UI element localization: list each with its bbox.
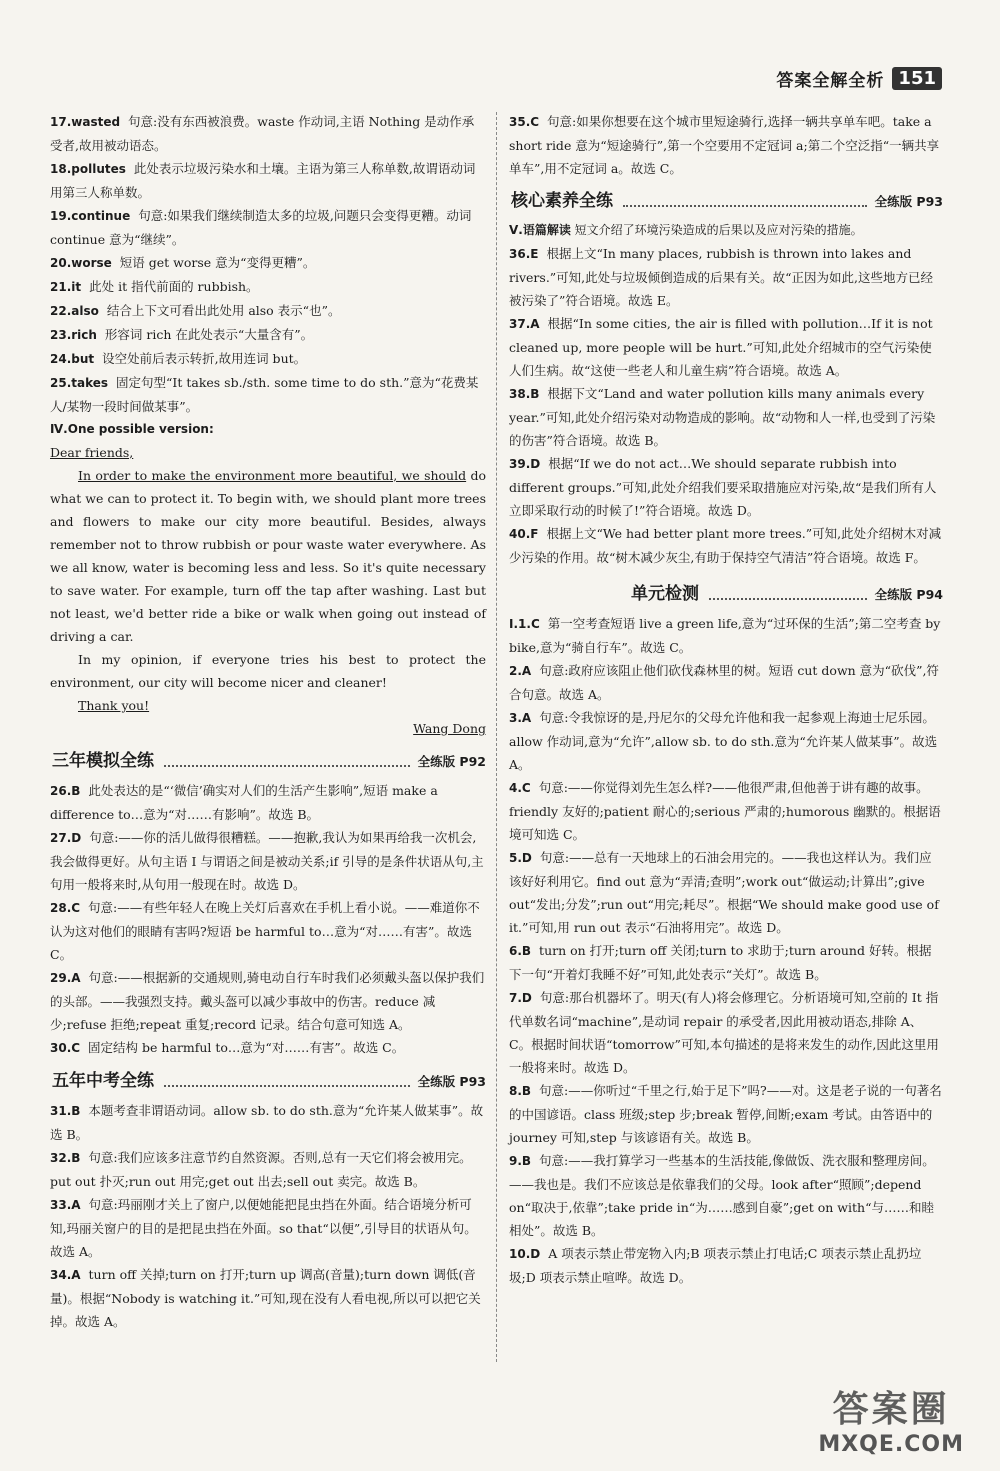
item-explanation: 短语 get worse 意为“变得更糟”。 <box>115 255 316 270</box>
answer-item <box>509 939 943 986</box>
item-answer: F <box>530 527 539 541</box>
left-column <box>50 110 486 1333</box>
item-answer: pollutes <box>71 162 126 176</box>
item-number: 9. <box>509 1154 522 1168</box>
right-column <box>509 110 943 1289</box>
item-answer: C <box>530 115 540 129</box>
answer-item <box>50 157 486 204</box>
item-answer: D <box>71 831 82 845</box>
answer-item <box>50 966 486 1036</box>
item-explanation: 根据上文“In many places, rubbish is thrown into lakes and rivers.”可知,此处与垃圾倾倒造成的后果有关。故“正因为如此,这些地方已经被污染了”符合语境。故选 E。 <box>509 246 934 308</box>
item-answer: D <box>521 851 532 865</box>
essay-paragraph-2: In my opinion, if everyone tries his best to protect the environment, our city will become nicer and cleaner! <box>50 652 486 690</box>
item-answer: it <box>71 280 82 294</box>
item-answer: B <box>521 1154 532 1168</box>
item-answer: B <box>521 944 532 958</box>
item-number: 6. <box>509 944 522 958</box>
item-number: 22. <box>50 304 72 318</box>
answer-item <box>50 275 486 299</box>
item-number: 33. <box>50 1198 72 1212</box>
answer-item <box>509 242 943 312</box>
answer-item <box>50 1146 486 1193</box>
answer-item <box>50 299 486 323</box>
answer-item <box>50 1036 486 1060</box>
item-number: 30. <box>50 1041 72 1055</box>
answer-item <box>50 323 486 347</box>
item-explanation: 根据下文“Land and water pollution kills many animals every year.”可知,此处介绍污染对动物造成的影响。故“动物和人一样,也受到了污染的伤害”符合语境。故选 B。 <box>509 386 936 448</box>
section-title: 五年中考全练 <box>52 1071 154 1091</box>
item-explanation: turn on 打开;turn off 关闭;turn to 求助于;turn around 好转。根据下一句“开着灯我睡不好”可知,此处表示“关灯”。故选 B。 <box>509 943 932 982</box>
answer-item <box>50 251 486 275</box>
item-explanation: 句意:我们应该多注意节约自然资源。否则,总有一天它们将会被用完。put out 扑灭;run out 用完;get out 出去;sell out 卖完。故选 B。 <box>50 1150 472 1189</box>
essay-closing: Thank you! <box>78 698 150 713</box>
item-answer: rich <box>71 328 97 342</box>
item-explanation: 句意:——我打算学习一些基本的生活技能,像做饭、洗衣服和整理房间。——我也是。我们不应该总是依靠我们的父母。look after“照顾”;depend on“取决于,依靠”;take pride in“为……感到自豪”;get on with“与……和睦相处”。故选 B。 <box>509 1153 935 1238</box>
section-ref: 全练版 P94 <box>874 587 943 602</box>
section-ref: 全练版 P93 <box>874 194 943 209</box>
answer-item <box>509 110 943 180</box>
answer-list-35 <box>509 110 943 180</box>
section-dots <box>709 598 867 600</box>
watermark-logo: 答案圈 <box>832 1389 950 1430</box>
item-number: 27. <box>50 831 72 845</box>
item-explanation: 根据“If we do not act…We should separate rubbish into different groups.”可知,此处介绍我们要采取措施应对污染,故“是我们所有人立即采取行动的时候了!”符合语境。故选 D。 <box>509 456 937 518</box>
item-explanation: 此处表示垃圾污染水和土壤。主语为第三人称单数,故谓语动词用第三人称单数。 <box>50 161 476 200</box>
item-number: 26. <box>50 784 72 798</box>
essay-paragraph-1: In order to make the environment more beautiful, we should do what we can to protect it. To begin with, we should plant more trees and flowers to make our city more beautiful. Besides, always remember not to throw rubbish or pour waste water everywhere. As we all know, water is becoming less and less. So it's quite necessary to save water. For example, turn off the tap after washing. Last but not least, we'd better ride a bike or walk when going out instead of driving a car. <box>50 468 486 644</box>
section-header-five-year <box>50 1070 486 1093</box>
item-number: 3. <box>509 711 522 725</box>
item-number: 2. <box>509 664 522 678</box>
item-answer: worse <box>71 256 112 270</box>
essay <box>50 418 486 740</box>
item-explanation: 句意:——有些年轻人在晚上关灯后喜欢在手机上看小说。——难道你不认为这对他们的眼睛有害吗?短语 be harmful to…意为“对……有害”。故选 C。 <box>50 900 480 962</box>
item-explanation: 本题考查非谓语动词。allow sb. to do sth.意为“允许某人做某事”。故选 B。 <box>50 1103 484 1142</box>
column-divider <box>496 112 497 1362</box>
answer-item <box>509 522 943 569</box>
section-title: 单元检测 <box>631 584 699 604</box>
section-title: 三年模拟全练 <box>52 751 154 771</box>
item-number: 23. <box>50 328 72 342</box>
answer-item <box>509 776 943 846</box>
item-explanation: 此处表达的是“‘微信’确实对人们的生活产生影响”,短语 make a difference to…意为“对……有影响”。故选 B。 <box>50 783 438 822</box>
item-answer: A <box>71 1198 81 1212</box>
item-number: 5. <box>509 851 522 865</box>
passage-intro: Ⅴ.语篇解读 短文介绍了环境污染造成的后果以及应对污染的措施。 <box>509 223 863 237</box>
item-explanation: A 项表示禁止带宠物入内;B 项表示禁止打电话;C 项表示禁止乱扔垃圾;D 项表示禁止喧哗。故选 D。 <box>509 1246 922 1285</box>
item-explanation: 固定结构 be harmful to…意为“对……有害”。故选 C。 <box>84 1040 405 1055</box>
item-explanation: 第一空考查短语 live a green life,意为“过环保的生活”;第二空考查 by bike,意为“骑自行车”。故选 C。 <box>509 616 941 655</box>
item-answer: but <box>71 352 95 366</box>
answer-item <box>50 1193 486 1263</box>
item-answer: A <box>521 711 532 725</box>
item-explanation: 句意:玛丽刚才关上了窗户,以便她能把昆虫挡在外面。结合语境分析可知,玛丽关窗户的目的是把昆虫挡在外面。so that“以便”,引导目的状语从句。故选 A。 <box>50 1197 477 1259</box>
item-answer: A <box>530 317 540 331</box>
item-explanation: 设空处前后表示转折,故用连词 but。 <box>98 351 307 366</box>
section-dots <box>623 205 867 207</box>
item-answer: A <box>71 971 81 985</box>
item-explanation: 句意:——你的活儿做得很糟糕。——抱歉,我认为如果再给我一次机会,我会做得更好。从句主语 I 与谓语之间是被动关系;if 引导的是条件状语从句,主句用一般将来时,从句用一般现在时。故选 D。 <box>50 830 484 892</box>
item-number: 20. <box>50 256 72 270</box>
watermark <box>818 1381 964 1457</box>
item-answer: C <box>71 901 81 915</box>
answer-list-unit-test <box>509 612 943 1289</box>
item-explanation: 句意:令我惊讶的是,丹尼尔的父母允许他和我一起参观上海迪士尼乐园。allow 作动词,意为“允许”,allow sb. to do sth.意为“允许某人做某事”。故选 A。 <box>509 710 938 772</box>
section-header-unit-test <box>509 583 943 606</box>
item-explanation: 结合上下文可看出此处用 also 表示“也”。 <box>102 303 341 318</box>
item-explanation: 根据上文“We had better plant more trees.”可知,此处介绍树木对减少污染的作用。故“树木减少灰尘,有助于保持空气清洁”符合语境。故选 F。 <box>509 526 942 565</box>
item-answer: takes <box>71 376 109 390</box>
item-explanation: 句意:如果你想要在这个城市里短途骑行,选择一辆共享单车吧。take a short ride 意为“短途骑行”,第一个空要用不定冠词 a;第二个空泛指“一辆共享单车”,用不定冠词 a。故选 C。 <box>509 114 940 176</box>
item-number: 24. <box>50 352 72 366</box>
item-number: 35. <box>509 115 531 129</box>
item-answer: B <box>71 1151 81 1165</box>
item-explanation: 句意:——你觉得刘先生怎么样?——他很严肃,但他善于讲有趣的故事。friendly 友好的;patient 耐心的;serious 严肃的;humorous 幽默的。根据语境可知选 C。 <box>509 780 941 842</box>
item-explanation: 此处 it 指代前面的 rubbish。 <box>85 279 259 294</box>
page-number: 151 <box>892 67 942 90</box>
item-explanation: turn off 关掉;turn on 打开;turn up 调高(音量);turn down 调低(音量)。根据“Nobody is watching it.”可知,现在没有人看电视,所以可以把它关掉。故选 A。 <box>50 1267 481 1329</box>
section-ref: 全练版 P93 <box>417 1074 486 1089</box>
item-answer: D <box>530 1247 541 1261</box>
item-answer: B <box>530 387 540 401</box>
item-number: 17. <box>50 115 72 129</box>
item-explanation: 句意:如果我们继续制造太多的垃圾,问题只会变得更糟。动词 continue 意为“继续”。 <box>50 208 472 247</box>
item-explanation: 句意:那台机器坏了。明天(有人)将会修理它。分析语境可知,空前的 It 指代单数名词“machine”,是动词 repair 的承受者,因此用被动语态,排除 A、C。根据时间状语“tomorrow”可知,本句描述的是将来发生的动作,因此这里用一般将来时。故选 D。 <box>509 990 939 1075</box>
item-answer: continue <box>71 209 131 223</box>
item-explanation: 句意:——你听过“千里之行,始于足下”吗?——对。这是老子说的一句著名的中国谚语。class 班级;step 步;break 暂停,间断;exam 考试。由答语中的 journey 可知,step 与该谚语有关。故选 B。 <box>509 1083 942 1145</box>
answer-item <box>509 706 943 776</box>
page-header <box>776 66 942 91</box>
section-header-three-year <box>50 750 486 773</box>
item-number: 34. <box>50 1268 72 1282</box>
item-number: 7. <box>509 991 522 1005</box>
answer-item <box>509 1149 943 1242</box>
answer-item <box>509 1079 943 1149</box>
item-answer: C <box>530 617 540 631</box>
answer-item <box>50 779 486 826</box>
item-number: 21. <box>50 280 72 294</box>
answer-item <box>50 110 486 157</box>
answer-item <box>509 986 943 1079</box>
answer-list-36-40 <box>509 242 943 569</box>
item-number: 32. <box>50 1151 72 1165</box>
watermark-url: MXQE.COM <box>818 1432 964 1457</box>
item-number: 28. <box>50 901 72 915</box>
item-answer: C <box>521 781 531 795</box>
item-number: 37. <box>509 317 531 331</box>
answer-list-31-34 <box>50 1099 486 1333</box>
item-answer: B <box>71 784 81 798</box>
section-dots <box>164 765 410 767</box>
item-number: 19. <box>50 209 72 223</box>
item-answer: E <box>530 247 539 261</box>
answer-item <box>509 382 943 452</box>
answer-item <box>509 312 943 382</box>
item-explanation: 句意:——根据新的交通规则,骑电动自行车时我们必须戴头盔以保护我们的头部。——我强烈支持。戴头盔可以减少事故中的伤害。reduce 减少;refuse 拒绝;repeat 重复;record 记录。结合句意可知选 A。 <box>50 970 485 1032</box>
item-explanation: 句意:没有东西被浪费。waste 作动词,主语 Nothing 是动作承受者,故用被动语态。 <box>50 114 475 153</box>
item-number: 10. <box>509 1247 531 1261</box>
item-answer: B <box>71 1104 81 1118</box>
answer-item <box>509 612 943 659</box>
item-number: 8. <box>509 1084 522 1098</box>
item-number: 29. <box>50 971 72 985</box>
item-explanation: 句意:——总有一天地球上的石油会用完的。——我也这样认为。我们应该好好利用它。find out 意为“弄清;查明”;work out“做运动;计算出”;give out“发出;分发”;run out“用完;耗尽”。根据“We should make good use of it.”可知,用 run out 表示“石油将用完”。故选 D。 <box>509 850 939 935</box>
item-number: 39. <box>509 457 531 471</box>
answer-item <box>509 846 943 939</box>
item-number: 25. <box>50 376 72 390</box>
item-answer: B <box>521 1084 532 1098</box>
item-number: 31. <box>50 1104 72 1118</box>
answer-item <box>50 1099 486 1146</box>
header-title: 答案全解全析 <box>776 71 885 91</box>
item-number: Ⅰ.1. <box>509 617 531 631</box>
item-explanation: 根据“In some cities, the air is filled with pollution…If it is not cleaned up, more people will be hurt.”可知,此处介绍城市的空气污染使人们生病。故“这使一些老人和儿童生病”符合语境。故选 A。 <box>509 316 933 378</box>
item-answer: D <box>521 991 532 1005</box>
section-header-core <box>509 190 943 213</box>
item-answer: A <box>521 664 532 678</box>
answer-item <box>50 347 486 371</box>
item-number: 38. <box>509 387 531 401</box>
section-ref: 全练版 P92 <box>417 754 486 769</box>
item-explanation: 句意:政府应该阻止他们砍伐森林里的树。短语 cut down 意为“砍伐”,符合句意。故选 A。 <box>509 663 939 702</box>
essay-salutation: Dear friends, <box>50 445 134 460</box>
answer-item <box>509 1242 943 1289</box>
item-number: 36. <box>509 247 531 261</box>
item-answer: C <box>71 1041 81 1055</box>
item-answer: D <box>530 457 541 471</box>
item-number: 40. <box>509 527 531 541</box>
answer-item <box>509 452 943 522</box>
item-explanation: 形容词 rich 在此处表示“大量含有”。 <box>100 327 314 342</box>
essay-signature: Wang Dong <box>413 721 486 736</box>
item-answer: A <box>71 1268 81 1282</box>
answer-item <box>509 659 943 706</box>
answer-list-17-25 <box>50 110 486 418</box>
answer-list-26-30 <box>50 779 486 1060</box>
section-dots <box>164 1085 410 1087</box>
section-title: 核心素养全练 <box>511 191 613 211</box>
item-answer: wasted <box>71 115 121 129</box>
answer-item <box>50 1263 486 1333</box>
answer-item <box>50 371 486 418</box>
answer-item <box>50 896 486 966</box>
answer-item <box>50 826 486 896</box>
item-explanation: 固定句型“It takes sb./sth. some time to do sth.”意为“花费某人/某物一段时间做某事”。 <box>50 375 479 414</box>
essay-label: Ⅳ.One possible version: <box>50 422 214 436</box>
answer-item <box>50 204 486 251</box>
item-number: 18. <box>50 162 72 176</box>
item-number: 4. <box>509 781 522 795</box>
item-answer: also <box>71 304 99 318</box>
